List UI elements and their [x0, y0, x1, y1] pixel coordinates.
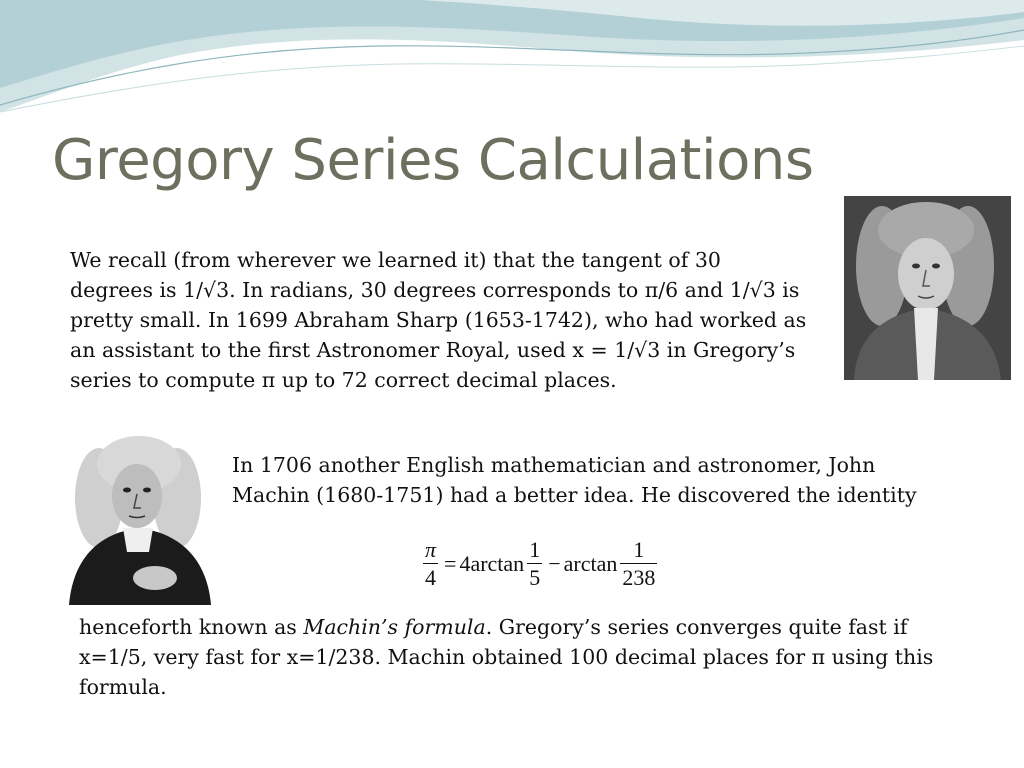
coefficient: 4 — [459, 551, 471, 576]
text-line: series to compute π up to 72 correct decimal places. — [70, 368, 617, 392]
fraction-pi-over-4 — [423, 537, 438, 592]
arctan-function: arctan — [563, 551, 618, 576]
paragraph-abraham-sharp — [70, 245, 838, 395]
fraction-1-over-238 — [620, 537, 657, 592]
formula-name-italic: Machin’s formula — [303, 615, 486, 639]
header-wave-decoration — [0, 0, 1024, 130]
equals-sign: = — [444, 551, 457, 576]
john-machin-portrait — [69, 428, 211, 605]
fraction-numerator: π — [425, 536, 437, 562]
arctan-function: arctan — [470, 551, 525, 576]
fraction-1-over-5 — [527, 537, 542, 592]
minus-sign: − — [548, 551, 561, 576]
text-line: Machin (1680-1751) had a better idea. He discovered the identity — [232, 483, 917, 507]
text-line: x=1/5, very fast for x=1/238. Machin obtained 100 decimal places for π using this — [79, 645, 934, 669]
page-title: Gregory Series Calculations — [52, 128, 814, 193]
text-segment: henceforth known as — [79, 615, 304, 639]
fraction-denominator: 5 — [529, 564, 541, 590]
fraction-denominator: 238 — [622, 564, 656, 590]
paragraph-machins-formula — [79, 612, 969, 702]
machin-formula — [420, 534, 660, 594]
text-line: pretty small. In 1699 Abraham Sharp (1653-1742), who had worked as — [70, 308, 807, 332]
text-line: In 1706 another English mathematician and astronomer, John — [232, 453, 876, 477]
text-line: an assistant to the first Astronomer Royal, used x = 1/√3 in Gregory’s — [70, 338, 796, 362]
text-segment: . Gregory’s series converges quite fast if — [485, 615, 908, 639]
fraction-numerator: 1 — [529, 536, 541, 562]
text-line: formula. — [79, 675, 167, 699]
fraction-numerator: 1 — [633, 536, 645, 562]
text-line: We recall (from wherever we learned it) that the tangent of 30 — [70, 248, 721, 272]
paragraph-john-machin — [232, 450, 952, 510]
text-line: degrees is 1/√3. In radians, 30 degrees corresponds to π/6 and 1/√3 is — [70, 278, 800, 302]
abraham-sharp-portrait — [844, 196, 1011, 380]
fraction-denominator: 4 — [425, 564, 437, 590]
text-line — [79, 612, 969, 642]
